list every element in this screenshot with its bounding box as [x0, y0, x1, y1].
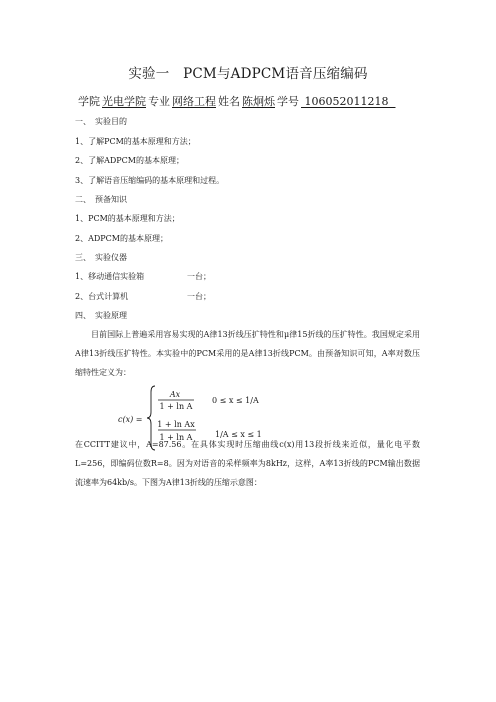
section-heading: 一、 实验目的 [75, 117, 127, 126]
list-item: 2、ADPCM的基本原理； [75, 234, 168, 243]
name-value: 陈炯烁 [242, 95, 275, 108]
instrument-qty: 一台； [187, 292, 211, 301]
college-label: 学院 [78, 95, 100, 108]
case1-condition: 0 ≤ x ≤ 1/A [212, 396, 259, 405]
student-info [78, 93, 395, 109]
college-value: 光电学院 [102, 95, 146, 108]
name-label: 姓名 [218, 95, 240, 108]
list-item: 3、了解语音压缩编码的基本原理和过程。 [75, 176, 225, 185]
instrument-name: 1、移动通信实验箱 [75, 272, 145, 281]
section-heading: 二、 预备知识 [75, 195, 127, 204]
formula-lhs: c(x) = [118, 415, 143, 424]
section-heading: 三、 实验仪器 [75, 253, 127, 262]
case1-denominator: 1 + ln A [159, 402, 193, 411]
list-item: 1、PCM的基本原理和方法； [75, 214, 180, 223]
id-value: 106052011218 [304, 95, 389, 108]
instrument-name: 2、台式计算机 [75, 292, 129, 301]
major-value: 网络工程 [172, 95, 216, 108]
id-label: 学号 [277, 95, 299, 108]
instrument-qty: 一台； [187, 272, 211, 281]
list-item [75, 272, 211, 282]
principle-paragraph: 目前国际上普遍采用容易实现的A律13折线压扩特性和μ律15折线的压扩特性。我国规定采用A律13折线压扩特性。本实验中的PCM采用的是A律13折线PCM。由预备知识可知，A率对数压缩特性定义为： [75, 330, 420, 377]
case2-numerator: 1 + ln Ax [157, 420, 195, 429]
case2-condition: 1/A ≤ x ≤ 1 [215, 430, 262, 439]
case1-numerator: Ax [169, 390, 181, 399]
case2-denominator: 1 + ln A [159, 433, 193, 442]
list-item: 1、了解PCM的基本原理和方法； [75, 137, 196, 146]
list-item: 2、了解ADPCM的基本原理； [75, 156, 184, 165]
major-label: 专业 [148, 95, 170, 108]
after-paragraph: 在CCITT建议中，A=87.56。在具体实现时压缩曲线c(x)用13段折线来近似，量化电平数L=256，即编码位数R=8。因为对语音的采样频率为8kHz，这样，A率13折线的PCM输出数据流速率为64kb/s。下图为A律13折线的压缩示意图： [75, 440, 420, 487]
section-heading: 四、 实验原理 [75, 311, 127, 320]
doc-title: 实验一 PCM与ADPCM语音压缩编码 [128, 66, 368, 82]
list-item [75, 292, 211, 302]
